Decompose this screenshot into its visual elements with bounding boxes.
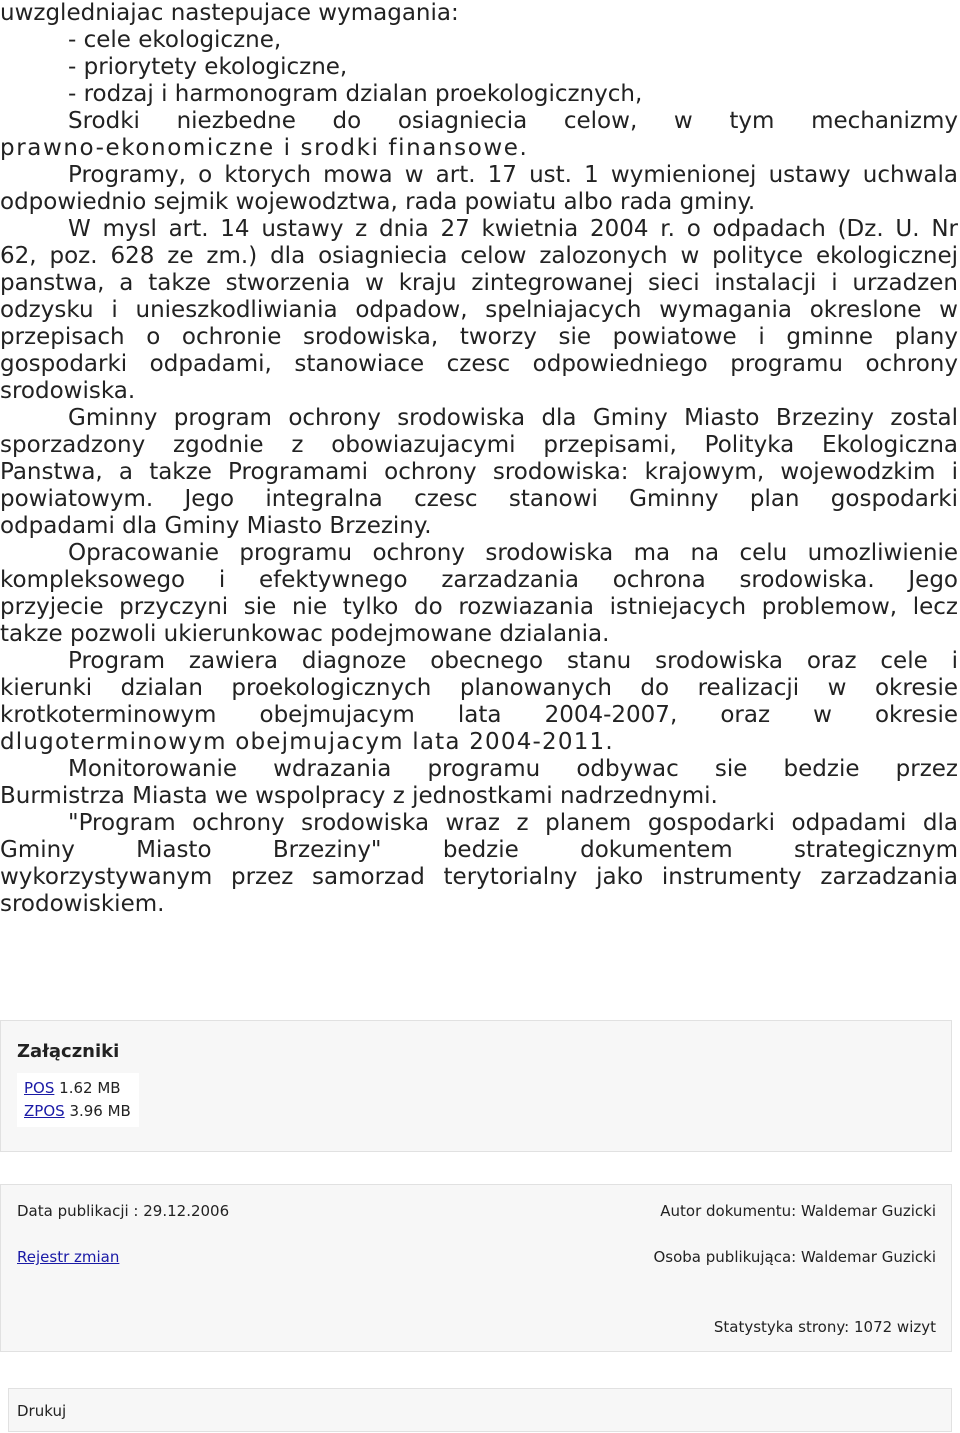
attachment-link-pos[interactable]: POS [24,1079,55,1097]
text-line: Gminy Miasto Brzeziny" bedzie dokumentem strategicznym [0,837,958,863]
attachments-heading: Załączniki [17,1041,120,1062]
text-line: powiatowym. Jego integralna czesc stanowi Gminny plan gospodarki [0,486,958,512]
text-line: Program zawiera diagnoze obecnego stanu srodowiska oraz cele i [68,648,958,674]
text-line: Monitorowanie wdrazania programu odbywac sie bedzie przez [68,756,958,782]
attachment-item [24,1077,131,1100]
text-line: W mysl art. 14 ustawy z dnia 27 kwietnia 2004 r. o odpadach (Dz. U. Nr [68,216,958,242]
text-line: dlugoterminowym obejmujacym lata 2004-2011. [0,729,614,755]
publication-date: Data publikacji : 29.12.2006 [17,1202,230,1220]
publisher: Osoba publikująca: Waldemar Guzicki [653,1248,936,1266]
text-line: przyjecie przyczyni sie nie tylko do rozwiazania istniejacych problemow, lecz [0,594,958,620]
attachment-size: 3.96 MB [69,1102,131,1120]
text-line: Srodki niezbedne do osiagniecia celow, w tym mechanizmy [68,108,958,134]
attachment-item [24,1100,131,1123]
text-line: kierunki dzialan proekologicznych planowanych do realizacji w okresie [0,675,958,701]
attachment-size: 1.62 MB [59,1079,121,1097]
text-line: wykorzystywanym przez samorzad terytorialny jako instrumenty zarzadzania [0,864,958,890]
change-log-link[interactable]: Rejestr zmian [17,1248,120,1266]
text-line: srodowiska. [0,378,136,404]
document-author: Autor dokumentu: Waldemar Guzicki [660,1202,936,1220]
text-line: - rodzaj i harmonogram dzialan proekologicznych, [68,81,643,107]
document-meta-panel [0,1184,952,1352]
text-line: krotkoterminowym obejmujacym lata 2004-2007, oraz w okresie [0,702,958,728]
text-line: Opracowanie programu ochrony srodowiska ma na celu umozliwienie [68,540,958,566]
text-line: odpowiednio sejmik wojewodztwa, rada powiatu albo rada gminy. [0,189,756,215]
text-line: prawno-ekonomiczne i srodki finansowe. [0,135,529,161]
print-button[interactable]: Drukuj [17,1402,67,1420]
text-line: "Program ochrony srodowiska wraz z planem gospodarki odpadami dla [68,810,958,836]
text-line: gospodarki odpadami, stanowiace czesc odpowiedniego programu ochrony [0,351,958,377]
text-line: kompleksowego i efektywnego zarzadzania ochrona srodowiska. Jego [0,567,958,593]
text-line: przepisach o ochronie srodowiska, tworzy sie powiatowe i gminne plany [0,324,958,350]
text-line: odzysku i unieszkodliwiania odpadow, spelniajacych wymagania okreslone w [0,297,958,323]
text-line: Gminny program ochrony srodowiska dla Gminy Miasto Brzeziny zostal [68,405,958,431]
page-stats: Statystyka strony: 1072 wizyt [713,1318,936,1336]
attachments-panel [0,1020,952,1152]
text-line: Panstwa, a takze Programami ochrony srodowiska: krajowym, wojewodzkim i [0,459,958,485]
text-line: takze pozwoli ukierunkowac podejmowane dzialania. [0,621,610,647]
text-line: - priorytety ekologiczne, [68,54,348,80]
text-line: odpadami dla Gminy Miasto Brzeziny. [0,513,432,539]
print-panel [8,1388,952,1432]
text-line: 62, poz. 628 ze zm.) dla osiagniecia celow zalozonych w polityce ekologicznej [0,243,958,269]
text-line: uwzgledniajac nastepujace wymagania: [0,0,459,26]
text-line: panstwa, a takze stworzenia w kraju zintegrowanej sieci instalacji i urzadzen [0,270,958,296]
text-line: Burmistrza Miasta we wspolpracy z jednostkami nadrzednymi. [0,783,718,809]
text-line: Programy, o ktorych mowa w art. 17 ust. 1 wymienionej ustawy uchwala [68,162,958,188]
text-line: - cele ekologiczne, [68,27,282,53]
attachments-list [17,1073,139,1127]
text-line: srodowiskiem. [0,891,165,917]
text-line: sporzadzony zgodnie z obowiazujacymi przepisami, Polityka Ekologiczna [0,432,958,458]
attachment-link-zpos[interactable]: ZPOS [24,1102,65,1120]
